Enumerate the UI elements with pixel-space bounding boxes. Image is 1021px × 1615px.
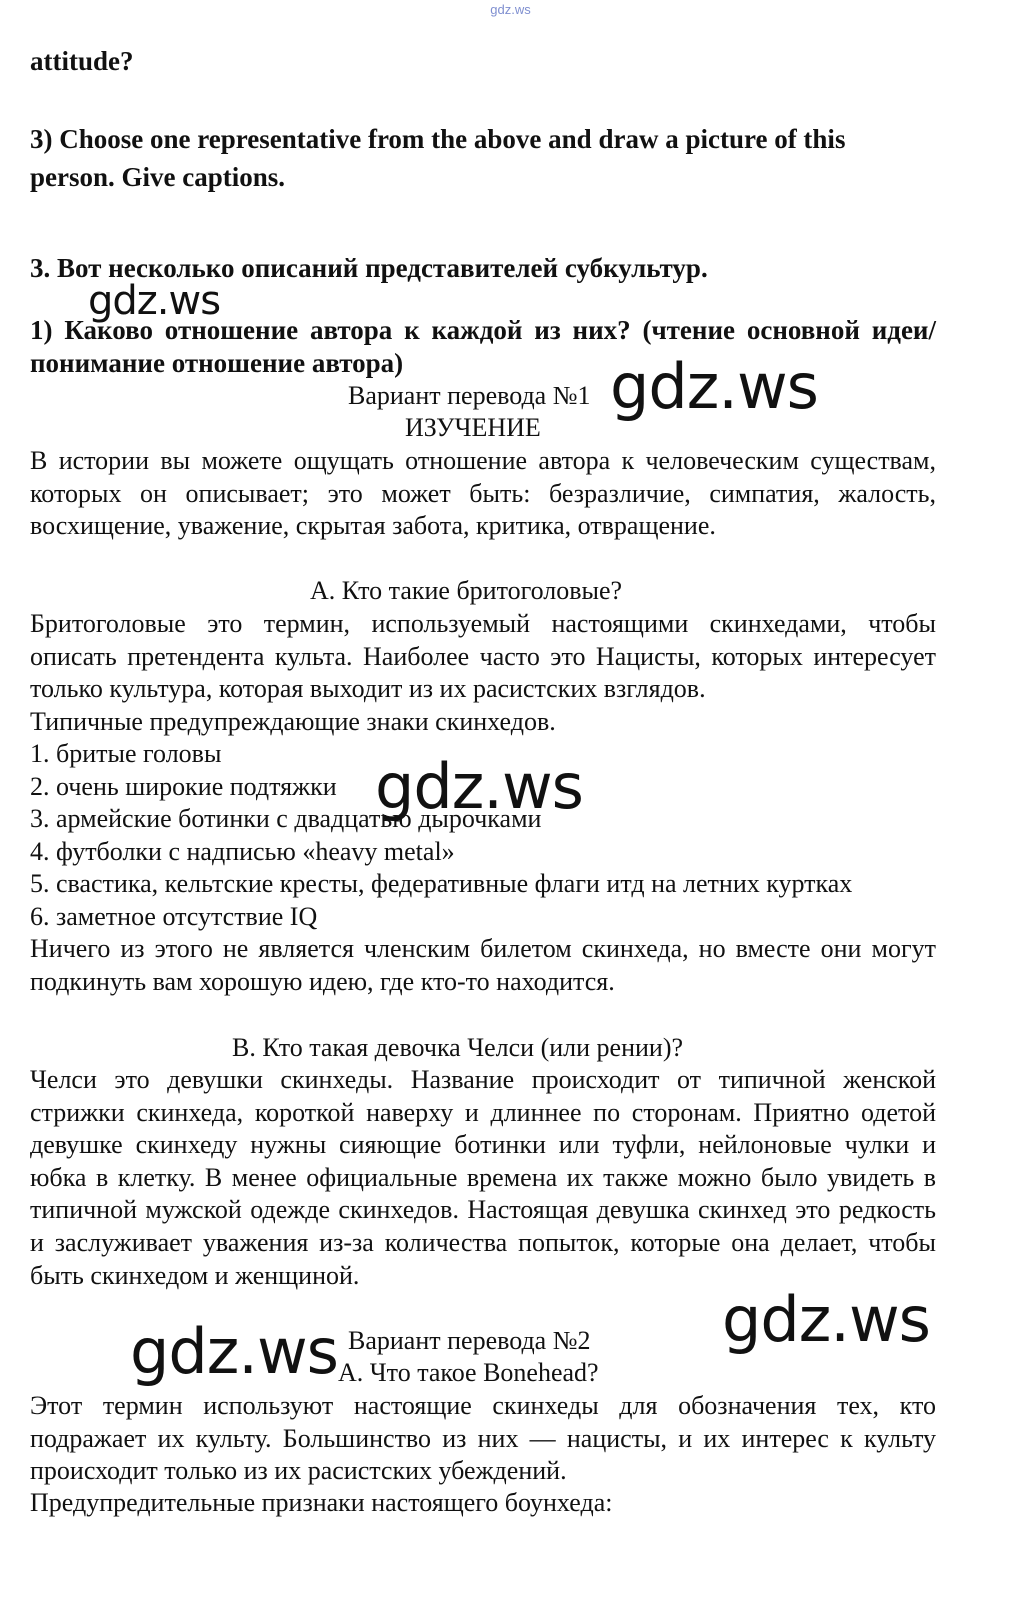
variant-2-heading: Вариант перевода №2	[348, 1326, 591, 1355]
question-end-line: attitude?	[30, 46, 134, 76]
section-a-paragraph: Бритоголовые это термин, используемый настоящими скинхедами, чтобы описать претендента культа. Наиболее часто это Нацисты, которых интересует только культура, которая выходит из их расистских взглядов.	[30, 609, 936, 704]
list-item: 3. армейские ботинки с двадцатью дырочками	[30, 804, 542, 833]
watermark: gdz.ws	[88, 278, 221, 324]
membership-paragraph: Ничего из этого не является членским билетом скинхеда, но вместе они могут подкинуть вам хорошую идею, где кто-то находится.	[30, 934, 936, 996]
watermark: gdz.ws	[130, 1315, 338, 1388]
list-item: 6. заметное отсутствие IQ	[30, 901, 318, 931]
signs-2-title: Предупредительные признаки настоящего боунхеда:	[30, 1488, 613, 1517]
watermark: gdz.ws	[375, 750, 583, 823]
signs-title: Типичные предупреждающие знаки скинхедов.	[30, 707, 556, 736]
list-item: 2. очень широкие подтяжки	[30, 771, 337, 801]
task-3-heading: 3. Вот несколько описаний представителей субкультур.	[30, 253, 708, 283]
list-item: 1. бритые головы	[30, 739, 222, 768]
list-item: 4. футболки с надписью «heavy metal»	[30, 836, 455, 866]
section-a2-paragraph: Этот термин используют настоящие скинхеды для обозначения тех, кто подражает их культу. Большинство из них — нацисты, и их интерес к культу происходит только из их расистских убеждений.	[30, 1391, 936, 1486]
watermark: gdz.ws	[610, 350, 818, 423]
section-b-heading: В. Кто такая девочка Челси (или рении)?	[232, 1033, 684, 1062]
section-b-paragraph: Челси это девушки скинхеды. Название происходит от типичной женской стрижки скинхеда, короткой наверху и длиннее по сторонам. Приятно одетой девушке скинхеду нужны сияющие ботинки или туфли, нейлоновые чулки и юбка в клетку. В менее официальные времена их также можно было увидеть в типичной мужской одежде скинхедов. Настоящая девушка скинхед это редкость и заслуживает уважения из-за количества попыток, которые она делает, чтобы быть скинхедом и женщиной.	[30, 1065, 936, 1290]
study-heading: ИЗУЧЕНИЕ	[405, 413, 541, 442]
variant-1-heading: Вариант перевода №1	[348, 381, 591, 410]
list-item: 5. свастика, кельтские кресты, федеративные флаги итд на летних куртках	[30, 869, 853, 898]
question-3-english: 3) Choose one representative from the above and draw a picture of this person. Give captions.	[30, 124, 846, 192]
watermark: gdz.ws	[722, 1283, 930, 1356]
task-3-question-1: 1) Каково отношение автора к каждой из них? (чтение основной идеи/понимание отношение автора)	[30, 315, 936, 378]
intro-paragraph: В истории вы можете ощущать отношение автора к человеческим существам, которых он описывает; это может быть: безразличие, симпатия, жалость, восхищение, уважение, скрытая забота, критика, отвращение.	[30, 446, 936, 541]
top-watermark: gdz.ws	[490, 2, 531, 17]
section-a-heading: А. Кто такие бритоголовые?	[310, 576, 623, 605]
section-a2-heading: А. Что такое Bonehead?	[338, 1358, 599, 1387]
